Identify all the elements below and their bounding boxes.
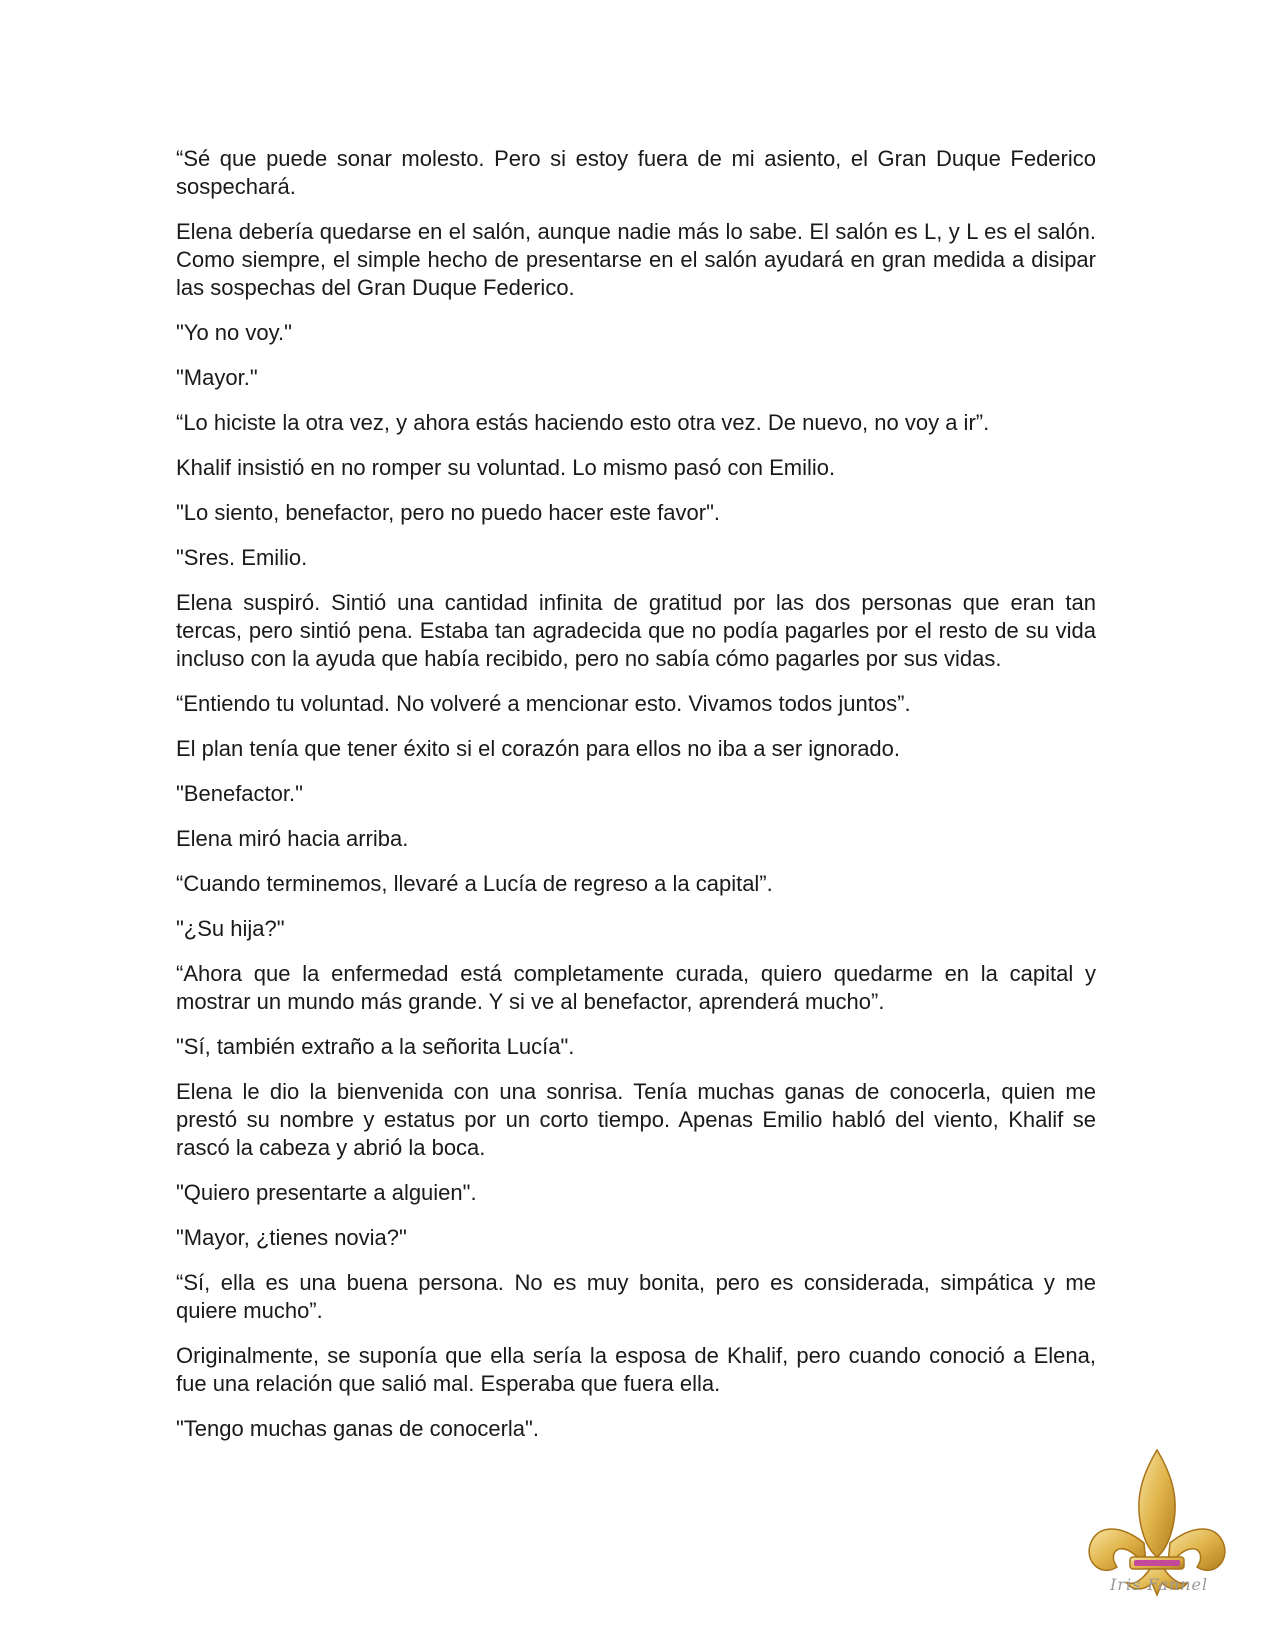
paragraph: Elena debería quedarse en el salón, aunque nadie más lo sabe. El salón es L, y L es el salón. Como siempre, el simple hecho de presentarse en el salón ayudará en gran medida a disipar las sospechas del Gran Duque Federico.: [176, 219, 1096, 300]
paragraph: “Sé que puede sonar molesto. Pero si estoy fuera de mi asiento, el Gran Duque Federico sospechará.: [176, 146, 1096, 199]
paragraph: "Lo siento, benefactor, pero no puedo hacer este favor".: [176, 500, 720, 525]
paragraph: "Tengo muchas ganas de conocerla".: [176, 1416, 539, 1441]
paragraph: "¿Su hija?": [176, 916, 285, 941]
paragraph: "Mayor, ¿tienes novia?": [176, 1225, 407, 1250]
paragraph: "Sres. Emilio.: [176, 545, 308, 570]
paragraph: "Quiero presentarte a alguien".: [176, 1180, 477, 1205]
paragraph: “Entiendo tu voluntad. No volveré a mencionar esto. Vivamos todos juntos”.: [176, 691, 911, 716]
paragraph: Elena le dio la bienvenida con una sonrisa. Tenía muchas ganas de conocerla, quien me prestó su nombre y estatus por un corto tiempo. Apenas Emilio habló del viento, Khalif se rascó la cabeza y abrió la boca.: [176, 1079, 1096, 1160]
paragraph: "Yo no voy.": [176, 320, 292, 345]
signature: Iris Fannel: [1110, 1575, 1209, 1594]
paragraph: Khalif insistió en no romper su voluntad. Lo mismo pasó con Emilio.: [176, 455, 836, 480]
fleur-de-lis-icon: [1082, 1445, 1232, 1625]
paragraph: “Cuando terminemos, llevaré a Lucía de regreso a la capital”.: [176, 871, 773, 896]
paragraph: Elena suspiró. Sintió una cantidad infinita de gratitud por las dos personas que eran tan tercas, pero sintió pena. Estaba tan agradecida que no podía pagarles por el resto de su vida incluso con la ayuda que había recibido, pero no sabía cómo pagarles por sus vidas.: [176, 590, 1096, 671]
text-body: [176, 145, 1096, 1460]
paragraph: Originalmente, se suponía que ella sería la esposa de Khalif, pero cuando conoció a Elena, fue una relación que salió mal. Esperaba que fuera ella.: [176, 1343, 1096, 1396]
paragraph: "Mayor.": [176, 365, 258, 390]
paragraph: El plan tenía que tener éxito si el corazón para ellos no iba a ser ignorado.: [176, 736, 901, 761]
paragraph: Elena miró hacia arriba.: [176, 826, 409, 851]
paragraph: “Ahora que la enfermedad está completamente curada, quiero quedarme en la capital y mostrar un mundo más grande. Y si ve al benefactor, aprenderá mucho”.: [176, 961, 1096, 1014]
paragraph: "Sí, también extraño a la señorita Lucía".: [176, 1034, 575, 1059]
paragraph: “Sí, ella es una buena persona. No es muy bonita, pero es considerada, simpática y me quiere mucho”.: [176, 1270, 1096, 1323]
paragraph: “Lo hiciste la otra vez, y ahora estás haciendo esto otra vez. De nuevo, no voy a ir”.: [176, 410, 990, 435]
paragraph: "Benefactor.": [176, 781, 303, 806]
